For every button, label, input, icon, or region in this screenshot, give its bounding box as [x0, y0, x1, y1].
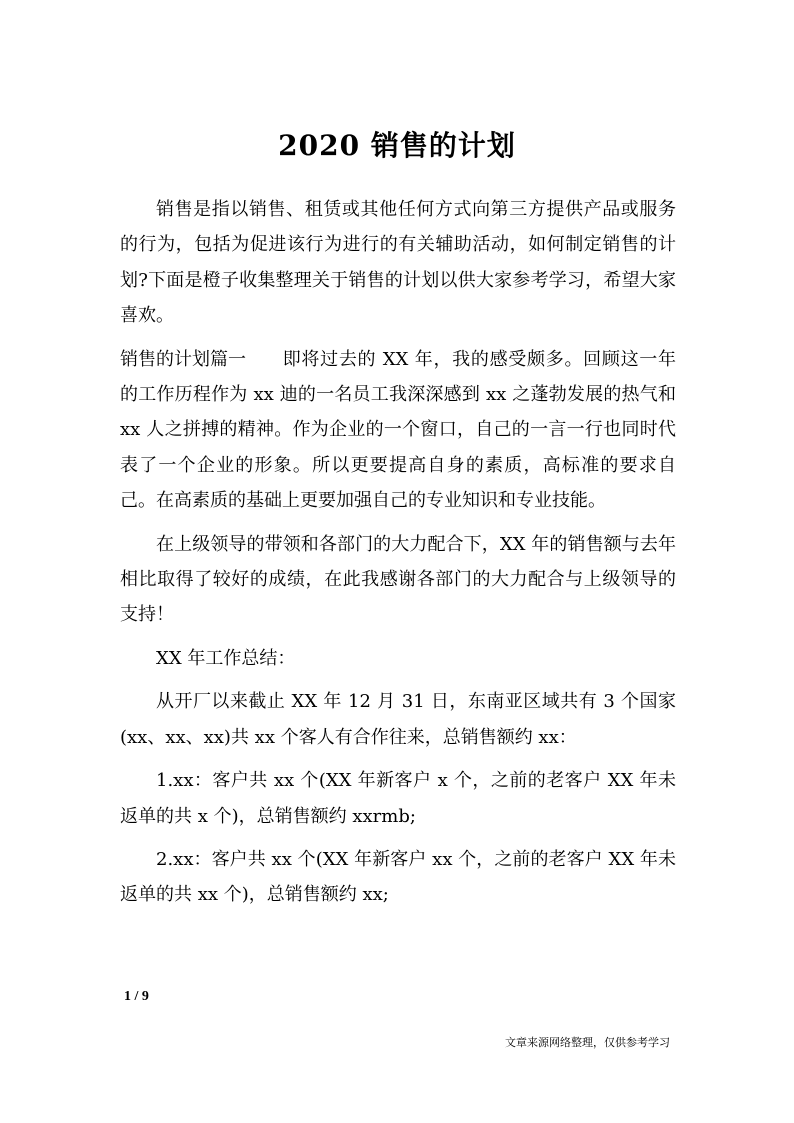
list-item-1: 1.xx：客户共 xx 个(XX 年新客户 x 个，之前的老客户 XX 年未返单的共 x 个)，总销售额约 xxrmb;: [120, 770, 676, 827]
summary-heading: XX 年工作总结：: [156, 647, 296, 669]
thanks-paragraph: 在上级领导的带领和各部门的大力配合下，XX 年的销售额与去年相比取得了较好的成绩，在此我感谢各部门的大力配合与上级领导的支持！: [120, 533, 676, 626]
list-item-2: 2.xx：客户共 xx 个(XX 年新客户 xx 个，之前的老客户 XX 年未返单的共 xx 个)，总销售额约 xx;: [120, 848, 676, 906]
footer-note: 文章来源网络整理，仅供参考学习: [505, 1036, 670, 1049]
section-heading: 销售的计划篇一: [120, 348, 246, 370]
section-paragraph: [120, 342, 676, 519]
page-number: 1 / 9: [124, 989, 149, 1004]
intro-paragraph: 销售是指以销售、租赁或其他任何方式向第三方提供产品或服务的行为，包括为促进该行为进行的有关辅助活动，如何制定销售的计划?下面是橙子收集整理关于销售的计划以供大家参考学习，希望大家喜欢。: [120, 199, 676, 327]
summary-paragraph: 从开厂以来截止 XX 年 12 月 31 日，东南亚区域共有 3 个国家(xx、xx、xx)共 xx 个客人有合作往来，总销售额约 xx：: [120, 691, 676, 748]
document-body: [120, 192, 676, 921]
document-title: 2020 销售的计划: [278, 129, 516, 162]
section-body-text: 即将过去的 XX 年，我的感受颇多。回顾这一年的工作历程作为 xx 迪的一名员工我深深感到 xx 之蓬勃发展的热气和 xx 人之拼搏的精神。作为企业的一个窗口，自己的一言一行也同时代表了一个企业的形象。所以更要提高自身的素质，高标准的要求自己。在高素质的基础上更要加强自己的专业知识和专业技能。: [120, 348, 676, 512]
